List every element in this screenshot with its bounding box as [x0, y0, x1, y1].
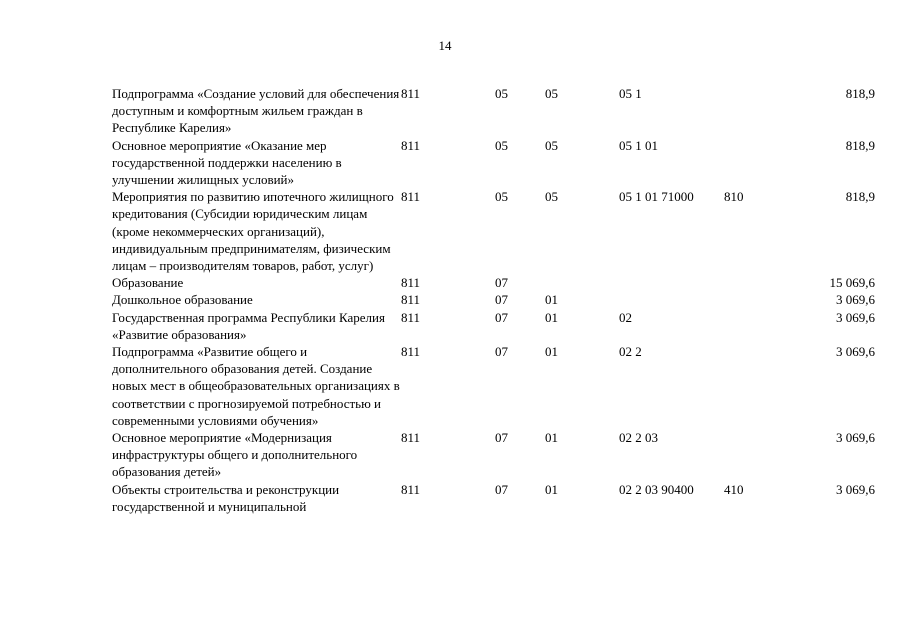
row-ved: 811 — [401, 137, 421, 153]
row-ved: 811 — [401, 481, 421, 497]
row-name: Объекты строительства и реконструкции государственной и муниципальной — [112, 481, 340, 514]
row-vr — [724, 291, 784, 308]
row-csr — [619, 274, 724, 291]
table-row — [112, 343, 875, 429]
row-sum: 818,9 — [845, 137, 875, 153]
row-vr — [724, 85, 784, 137]
row-ved: 811 — [401, 309, 421, 325]
table-row — [112, 429, 875, 481]
row-csr: 05 1 — [619, 86, 642, 101]
row-csr: 05 1 01 71000 — [619, 189, 694, 205]
table-row — [112, 481, 875, 515]
row-csr: 02 2 03 — [619, 430, 658, 446]
row-name: Мероприятия по развитию ипотечного жилищного кредитования (Субсидии юридическим лицам (кроме некоммерческих организаций), индивидуальным предпринимателям, физическим лицам – производителям товаров, работ, услуг) — [112, 189, 394, 274]
row-name: Подпрограмма «Создание условий для обеспечения доступным и комфортным жильем граждан в Республике Карелия» — [112, 86, 400, 136]
row-rz: 05 — [495, 137, 508, 153]
row-sum: 3 069,6 — [836, 292, 875, 308]
row-csr: 05 1 01 — [619, 137, 658, 153]
row-pr: 01 — [545, 344, 558, 360]
row-pr: 01 — [545, 309, 558, 325]
table-row — [112, 188, 875, 274]
row-name: Основное мероприятие «Оказание мер государственной поддержки населению в улучшении жилищных условий» — [112, 137, 342, 188]
budget-table — [112, 85, 875, 515]
row-pr: 05 — [545, 189, 558, 205]
page-number: 14 — [438, 38, 452, 53]
row-rz: 07 — [495, 275, 508, 291]
row-vr — [724, 309, 784, 343]
row-pr: 01 — [545, 430, 558, 446]
row-pr: 05 — [545, 137, 558, 153]
row-vr — [724, 137, 784, 189]
row-rz: 07 — [495, 309, 508, 325]
row-sum: 818,9 — [845, 86, 875, 101]
row-ved: 811 — [401, 189, 421, 205]
table-row — [112, 85, 875, 137]
row-csr: 02 — [619, 309, 632, 325]
row-pr — [545, 274, 619, 291]
row-vr — [724, 274, 784, 291]
row-name: Дошкольное образование — [112, 292, 253, 308]
row-sum: 15 069,6 — [829, 275, 875, 291]
row-ved: 811 — [401, 86, 421, 101]
row-rz: 07 — [495, 481, 508, 497]
row-rz: 07 — [495, 344, 508, 360]
row-vr — [724, 343, 784, 429]
row-vr: 810 — [724, 189, 744, 205]
row-name: Государственная программа Республики Карелия «Развитие образования» — [112, 309, 385, 342]
row-name: Подпрограмма «Развитие общего и дополнительного образования детей. Создание новых мест в общеобразовательных организациях в соответствии с прогнозируемой потребностью и современными условиями обучения» — [112, 344, 400, 428]
row-rz: 07 — [495, 292, 508, 308]
row-sum: 3 069,6 — [836, 481, 875, 497]
table-row — [112, 291, 875, 308]
row-csr: 02 2 — [619, 344, 642, 360]
row-sum: 3 069,6 — [836, 344, 875, 360]
row-ved: 811 — [401, 430, 421, 446]
row-rz: 07 — [495, 430, 508, 446]
row-name: Основное мероприятие «Модернизация инфраструктуры общего и дополнительного образования детей» — [112, 430, 358, 480]
row-sum: 3 069,6 — [836, 309, 875, 325]
row-ved: 811 — [401, 344, 421, 360]
row-csr — [619, 291, 724, 308]
row-rz: 05 — [495, 189, 508, 205]
row-vr: 410 — [724, 481, 744, 497]
row-ved: 811 — [401, 275, 421, 291]
row-rz: 05 — [495, 86, 508, 101]
row-pr: 05 — [545, 86, 558, 101]
row-vr — [724, 429, 784, 481]
row-name: Образование — [112, 275, 184, 291]
table-row — [112, 274, 875, 291]
table-row — [112, 309, 875, 343]
row-pr: 01 — [545, 481, 558, 497]
row-ved: 811 — [401, 292, 421, 308]
row-pr: 01 — [545, 292, 558, 308]
row-sum: 818,9 — [845, 189, 875, 205]
row-sum: 3 069,6 — [836, 430, 875, 446]
table-row — [112, 137, 875, 189]
row-csr: 02 2 03 90400 — [619, 481, 694, 497]
